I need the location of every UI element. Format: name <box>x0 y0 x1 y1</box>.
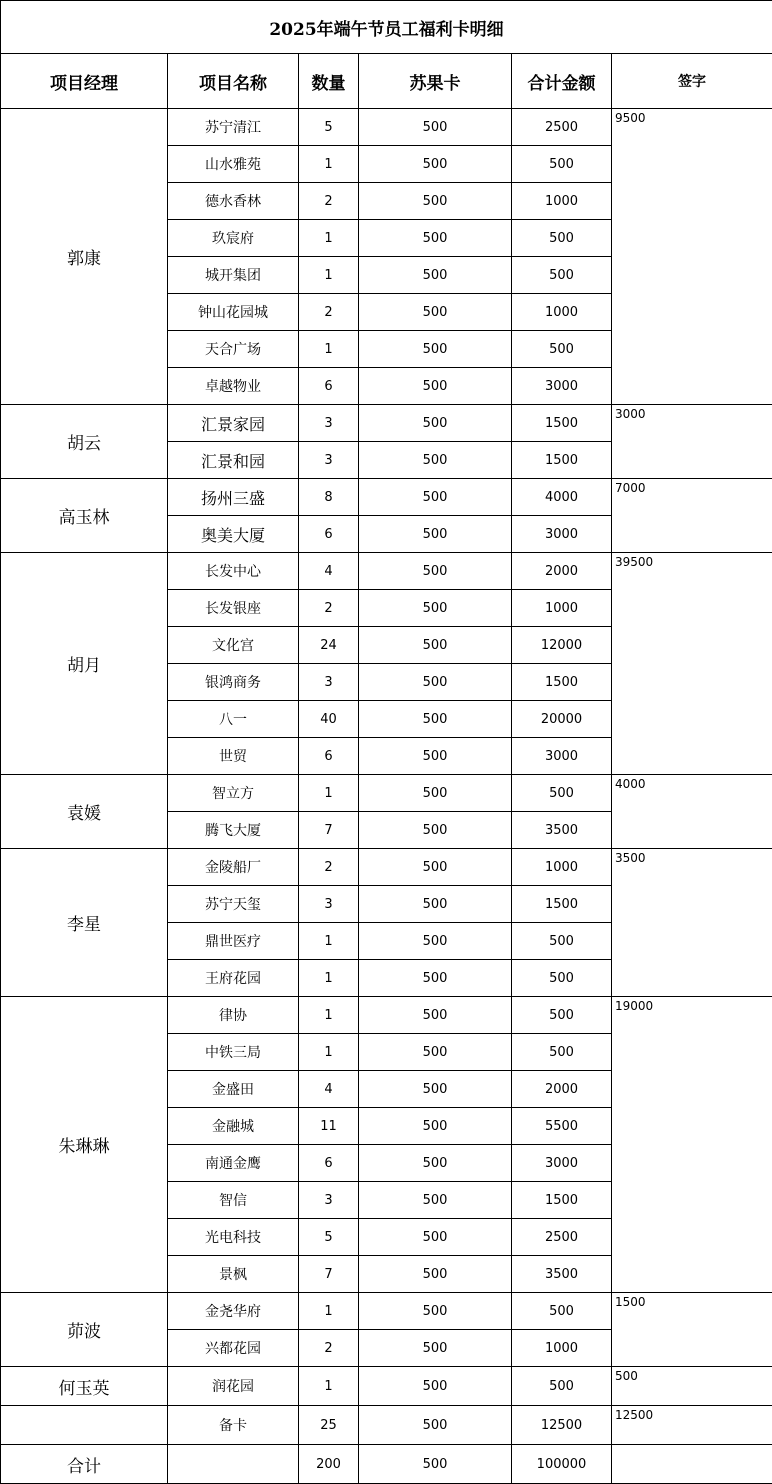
project-name-cell: 世贸 <box>168 738 299 775</box>
quantity-cell: 2 <box>299 849 359 886</box>
total-amount-cell: 1500 <box>512 886 612 923</box>
card-value-cell: 500 <box>359 516 512 553</box>
quantity-cell: 1 <box>299 220 359 257</box>
total-amount-cell: 500 <box>512 1034 612 1071</box>
card-value-cell: 500 <box>359 886 512 923</box>
total-amount-cell: 1000 <box>512 590 612 627</box>
project-name-cell: 山水雅苑 <box>168 146 299 183</box>
card-value-cell: 500 <box>359 701 512 738</box>
total-card: 500 <box>359 1445 512 1484</box>
total-amount-cell: 20000 <box>512 701 612 738</box>
quantity-cell: 6 <box>299 368 359 405</box>
card-value-cell: 500 <box>359 1219 512 1256</box>
card-value-cell: 500 <box>359 1367 512 1406</box>
total-amount-cell: 500 <box>512 1367 612 1406</box>
total-amount-cell: 2500 <box>512 1219 612 1256</box>
total-amount-cell: 500 <box>512 331 612 368</box>
card-value-cell: 500 <box>359 479 512 516</box>
total-amount-cell: 500 <box>512 997 612 1034</box>
table-row <box>1 109 772 146</box>
project-name-cell: 八一 <box>168 701 299 738</box>
quantity-cell: 2 <box>299 590 359 627</box>
total-amount-cell: 1000 <box>512 849 612 886</box>
quantity-cell: 6 <box>299 516 359 553</box>
header-qty: 数量 <box>299 54 359 109</box>
manager-cell: 郭康 <box>1 109 168 405</box>
card-value-cell: 500 <box>359 1145 512 1182</box>
card-value-cell: 500 <box>359 1330 512 1367</box>
quantity-cell: 1 <box>299 1034 359 1071</box>
signature-cell: 500 <box>612 1367 772 1406</box>
manager-cell: 李星 <box>1 849 168 997</box>
total-amount-cell: 500 <box>512 775 612 812</box>
quantity-cell: 3 <box>299 1182 359 1219</box>
quantity-cell: 1 <box>299 257 359 294</box>
project-name-cell: 苏宁天玺 <box>168 886 299 923</box>
signature-cell: 39500 <box>612 553 772 775</box>
card-value-cell: 500 <box>359 849 512 886</box>
card-value-cell: 500 <box>359 923 512 960</box>
total-label: 合计 <box>1 1445 168 1484</box>
card-value-cell: 500 <box>359 627 512 664</box>
total-amount-cell: 500 <box>512 220 612 257</box>
total-amount-cell: 1000 <box>512 294 612 331</box>
total-amount-cell: 1500 <box>512 405 612 442</box>
total-amount-cell: 3000 <box>512 1145 612 1182</box>
quantity-cell: 2 <box>299 1330 359 1367</box>
card-value-cell: 500 <box>359 960 512 997</box>
project-name-cell: 扬州三盛 <box>168 479 299 516</box>
card-value-cell: 500 <box>359 1034 512 1071</box>
card-value-cell: 500 <box>359 997 512 1034</box>
quantity-cell: 5 <box>299 109 359 146</box>
total-amount-cell: 500 <box>512 1293 612 1330</box>
project-name-cell: 德水香林 <box>168 183 299 220</box>
total-amount-cell: 1500 <box>512 664 612 701</box>
project-name-cell: 中铁三局 <box>168 1034 299 1071</box>
project-name-cell: 备卡 <box>168 1406 299 1445</box>
manager-cell: 茆波 <box>1 1293 168 1367</box>
card-value-cell: 500 <box>359 220 512 257</box>
quantity-cell: 4 <box>299 1071 359 1108</box>
manager-cell: 袁媛 <box>1 775 168 849</box>
total-amount-cell: 3000 <box>512 516 612 553</box>
header-total: 合计金额 <box>512 54 612 109</box>
project-name-cell: 汇景家园 <box>168 405 299 442</box>
card-value-cell: 500 <box>359 331 512 368</box>
table-row <box>1 775 772 812</box>
signature-cell: 9500 <box>612 109 772 405</box>
project-name-cell: 钟山花园城 <box>168 294 299 331</box>
total-qty: 200 <box>299 1445 359 1484</box>
quantity-cell: 3 <box>299 886 359 923</box>
quantity-cell: 1 <box>299 146 359 183</box>
quantity-cell: 6 <box>299 1145 359 1182</box>
quantity-cell: 24 <box>299 627 359 664</box>
quantity-cell: 1 <box>299 775 359 812</box>
total-amount-cell: 5500 <box>512 1108 612 1145</box>
card-value-cell: 500 <box>359 183 512 220</box>
project-name-cell: 卓越物业 <box>168 368 299 405</box>
card-value-cell: 500 <box>359 664 512 701</box>
total-amount: 100000 <box>512 1445 612 1484</box>
card-value-cell: 500 <box>359 1406 512 1445</box>
project-name-cell: 金盛田 <box>168 1071 299 1108</box>
project-name-cell: 智立方 <box>168 775 299 812</box>
project-name-cell: 银鸿商务 <box>168 664 299 701</box>
table-row <box>1 1406 772 1445</box>
total-amount-cell: 12000 <box>512 627 612 664</box>
quantity-cell: 40 <box>299 701 359 738</box>
table-row <box>1 405 772 442</box>
table-row <box>1 997 772 1034</box>
project-name-cell: 天合广场 <box>168 331 299 368</box>
table-row <box>1 849 772 886</box>
card-value-cell: 500 <box>359 812 512 849</box>
signature-cell: 4000 <box>612 775 772 849</box>
total-amount-cell: 3000 <box>512 368 612 405</box>
manager-cell: 何玉英 <box>1 1367 168 1406</box>
project-name-cell: 鼎世医疗 <box>168 923 299 960</box>
project-name-cell: 律协 <box>168 997 299 1034</box>
header-project: 项目名称 <box>168 54 299 109</box>
total-amount-cell: 1500 <box>512 1182 612 1219</box>
card-value-cell: 500 <box>359 590 512 627</box>
signature-cell: 12500 <box>612 1406 772 1445</box>
card-value-cell: 500 <box>359 1293 512 1330</box>
total-amount-cell: 2500 <box>512 109 612 146</box>
total-amount-cell: 3000 <box>512 738 612 775</box>
project-name-cell: 南通金鹰 <box>168 1145 299 1182</box>
quantity-cell: 1 <box>299 1293 359 1330</box>
quantity-cell: 1 <box>299 997 359 1034</box>
quantity-cell: 7 <box>299 1256 359 1293</box>
project-name-cell: 金陵船厂 <box>168 849 299 886</box>
total-amount-cell: 1500 <box>512 442 612 479</box>
project-name-cell: 苏宁清江 <box>168 109 299 146</box>
card-value-cell: 500 <box>359 368 512 405</box>
card-value-cell: 500 <box>359 1256 512 1293</box>
signature-cell: 7000 <box>612 479 772 553</box>
manager-cell: 高玉林 <box>1 479 168 553</box>
manager-cell: 朱琳琳 <box>1 997 168 1293</box>
quantity-cell: 11 <box>299 1108 359 1145</box>
total-signature <box>612 1445 772 1484</box>
project-name-cell: 腾飞大厦 <box>168 812 299 849</box>
total-amount-cell: 500 <box>512 960 612 997</box>
total-amount-cell: 3500 <box>512 1256 612 1293</box>
quantity-cell: 1 <box>299 331 359 368</box>
card-value-cell: 500 <box>359 553 512 590</box>
quantity-cell: 1 <box>299 960 359 997</box>
total-amount-cell: 1000 <box>512 183 612 220</box>
project-name-cell: 汇景和园 <box>168 442 299 479</box>
card-value-cell: 500 <box>359 1071 512 1108</box>
card-value-cell: 500 <box>359 1108 512 1145</box>
quantity-cell: 4 <box>299 553 359 590</box>
table-row <box>1 1367 772 1406</box>
header-sign: 签字 <box>612 54 772 109</box>
quantity-cell: 7 <box>299 812 359 849</box>
manager-cell <box>1 1406 168 1445</box>
total-amount-cell: 500 <box>512 923 612 960</box>
signature-cell: 3500 <box>612 849 772 997</box>
card-value-cell: 500 <box>359 405 512 442</box>
sheet-title: 2025年端午节员工福利卡明细 <box>1 1 772 54</box>
total-amount-cell: 4000 <box>512 479 612 516</box>
total-amount-cell: 12500 <box>512 1406 612 1445</box>
total-amount-cell: 2000 <box>512 1071 612 1108</box>
table-row <box>1 479 772 516</box>
total-amount-cell: 3500 <box>512 812 612 849</box>
quantity-cell: 3 <box>299 442 359 479</box>
card-value-cell: 500 <box>359 442 512 479</box>
project-name-cell: 文化宫 <box>168 627 299 664</box>
project-name-cell: 兴都花园 <box>168 1330 299 1367</box>
table-row <box>1 553 772 590</box>
manager-cell: 胡云 <box>1 405 168 479</box>
project-name-cell: 智信 <box>168 1182 299 1219</box>
quantity-cell: 2 <box>299 183 359 220</box>
manager-cell: 胡月 <box>1 553 168 775</box>
project-name-cell: 金融城 <box>168 1108 299 1145</box>
quantity-cell: 3 <box>299 664 359 701</box>
project-name-cell: 长发银座 <box>168 590 299 627</box>
project-name-cell: 王府花园 <box>168 960 299 997</box>
project-name-cell: 景枫 <box>168 1256 299 1293</box>
project-name-cell: 玖宸府 <box>168 220 299 257</box>
quantity-cell: 1 <box>299 923 359 960</box>
quantity-cell: 8 <box>299 479 359 516</box>
quantity-cell: 2 <box>299 294 359 331</box>
card-value-cell: 500 <box>359 257 512 294</box>
header-card: 苏果卡 <box>359 54 512 109</box>
quantity-cell: 5 <box>299 1219 359 1256</box>
table-row <box>1 1293 772 1330</box>
quantity-cell: 6 <box>299 738 359 775</box>
quantity-cell: 25 <box>299 1406 359 1445</box>
table-body <box>1 109 772 1445</box>
card-value-cell: 500 <box>359 146 512 183</box>
project-name-cell: 长发中心 <box>168 553 299 590</box>
signature-cell: 19000 <box>612 997 772 1293</box>
project-name-cell: 城开集团 <box>168 257 299 294</box>
card-value-cell: 500 <box>359 1182 512 1219</box>
total-amount-cell: 1000 <box>512 1330 612 1367</box>
total-row <box>1 1445 772 1484</box>
card-value-cell: 500 <box>359 738 512 775</box>
card-value-cell: 500 <box>359 109 512 146</box>
signature-cell: 1500 <box>612 1293 772 1367</box>
card-value-cell: 500 <box>359 775 512 812</box>
project-name-cell: 润花园 <box>168 1367 299 1406</box>
project-name-cell: 光电科技 <box>168 1219 299 1256</box>
header-manager: 项目经理 <box>1 54 168 109</box>
quantity-cell: 3 <box>299 405 359 442</box>
signature-cell: 3000 <box>612 405 772 479</box>
card-value-cell: 500 <box>359 294 512 331</box>
total-amount-cell: 2000 <box>512 553 612 590</box>
quantity-cell: 1 <box>299 1367 359 1406</box>
total-amount-cell: 500 <box>512 257 612 294</box>
total-project <box>168 1445 299 1484</box>
project-name-cell: 奥美大厦 <box>168 516 299 553</box>
project-name-cell: 金尧华府 <box>168 1293 299 1330</box>
total-amount-cell: 500 <box>512 146 612 183</box>
